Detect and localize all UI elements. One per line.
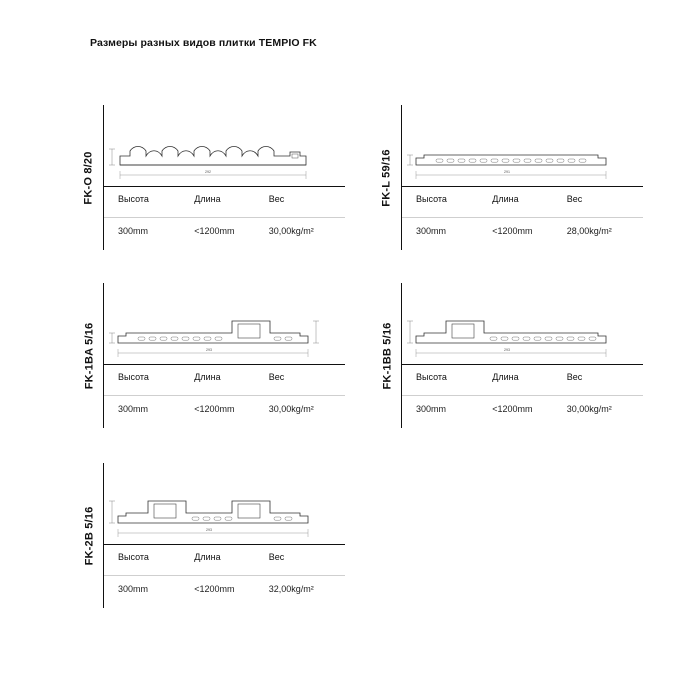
product-label-fk-l-59-16 (373, 105, 401, 250)
divider-horizontal-light (104, 395, 345, 396)
spec-value-row (104, 226, 345, 236)
spec-header-row (104, 372, 345, 382)
spec-table-fk-1bb-5-16 (402, 364, 643, 428)
spec-header-row (402, 372, 643, 382)
product-label-text: FK-1BA 5/16 (83, 322, 95, 389)
spec-header-height: Высота (416, 372, 447, 382)
spec-header-row (402, 194, 643, 204)
spec-value-height: 300mm (118, 404, 149, 414)
divider-horizontal (104, 186, 345, 187)
divider-horizontal-light (104, 217, 345, 218)
spec-value-length: <1200mm (194, 404, 235, 414)
spec-value-weight: 30,00kg/m² (268, 226, 314, 236)
page-title: Размеры разных видов плитки TEMPIO FK (90, 37, 317, 49)
spec-header-height: Высота (118, 372, 149, 382)
divider-horizontal-light (104, 575, 345, 576)
product-label-fk-1ba-5-16 (75, 283, 103, 428)
divider-horizontal-light (402, 395, 643, 396)
dimension-label: 293 (504, 348, 510, 352)
spec-header-row (104, 194, 345, 204)
product-label-text: FK-2B 5/16 (83, 506, 96, 565)
dimension-label: 292 (205, 170, 211, 174)
divider-horizontal-light (402, 217, 643, 218)
spec-header-height: Высота (416, 194, 447, 204)
spec-table-fk-o-8-20 (104, 186, 345, 250)
dimension-label: 291 (504, 170, 510, 174)
spec-value-weight: 28,00kg/m² (566, 226, 612, 236)
spec-value-length: <1200mm (194, 584, 235, 594)
spec-value-weight: 30,00kg/m² (566, 404, 612, 414)
product-card-fk-2b-5-16 (75, 463, 345, 608)
spec-header-length: Длина (492, 372, 519, 382)
dimension-label: 293 (206, 348, 212, 352)
spec-table-fk-2b-5-16 (104, 544, 345, 608)
product-label-fk-2b-5-16 (75, 463, 103, 608)
spec-value-length: <1200mm (194, 226, 235, 236)
product-label-fk-1bb-5-16 (373, 283, 401, 428)
divider-horizontal (104, 364, 345, 365)
spec-header-row (104, 552, 345, 562)
spec-header-weight: Вес (268, 552, 285, 562)
spec-header-weight: Вес (566, 194, 583, 204)
spec-value-weight: 30,00kg/m² (268, 404, 314, 414)
spec-value-row (104, 584, 345, 594)
product-label-text: FK-L 59/16 (381, 148, 393, 207)
product-card-fk-1bb-5-16 (373, 283, 643, 428)
spec-header-weight: Вес (268, 194, 285, 204)
product-card-fk-o-8-20 (75, 105, 345, 250)
spec-value-height: 300mm (118, 226, 149, 236)
spec-value-weight: 32,00kg/m² (268, 584, 314, 594)
spec-value-length: <1200mm (492, 226, 533, 236)
spec-header-height: Высота (118, 194, 149, 204)
dimension-label: 293 (206, 528, 212, 532)
product-label-fk-o-8-20 (75, 105, 103, 250)
product-label-text: FK-O 8/20 (83, 150, 95, 205)
spec-header-length: Длина (194, 552, 221, 562)
spec-value-row (104, 404, 345, 414)
spec-header-length: Длина (492, 194, 519, 204)
spec-value-height: 300mm (416, 404, 447, 414)
divider-horizontal (402, 364, 643, 365)
spec-value-height: 300mm (416, 226, 447, 236)
spec-value-row (402, 404, 643, 414)
product-card-fk-l-59-16 (373, 105, 643, 250)
spec-header-weight: Вес (268, 372, 285, 382)
spec-value-row (402, 226, 643, 236)
spec-header-weight: Вес (566, 372, 583, 382)
spec-value-height: 300mm (118, 584, 149, 594)
spec-header-length: Длина (194, 194, 221, 204)
divider-horizontal (104, 544, 345, 545)
spec-header-height: Высота (118, 552, 149, 562)
spec-value-length: <1200mm (492, 404, 533, 414)
product-label-text: FK-1BB 5/16 (381, 322, 393, 389)
divider-horizontal (402, 186, 643, 187)
spec-header-length: Длина (194, 372, 221, 382)
product-card-fk-1ba-5-16 (75, 283, 345, 428)
spec-table-fk-1ba-5-16 (104, 364, 345, 428)
spec-table-fk-l-59-16 (402, 186, 643, 250)
